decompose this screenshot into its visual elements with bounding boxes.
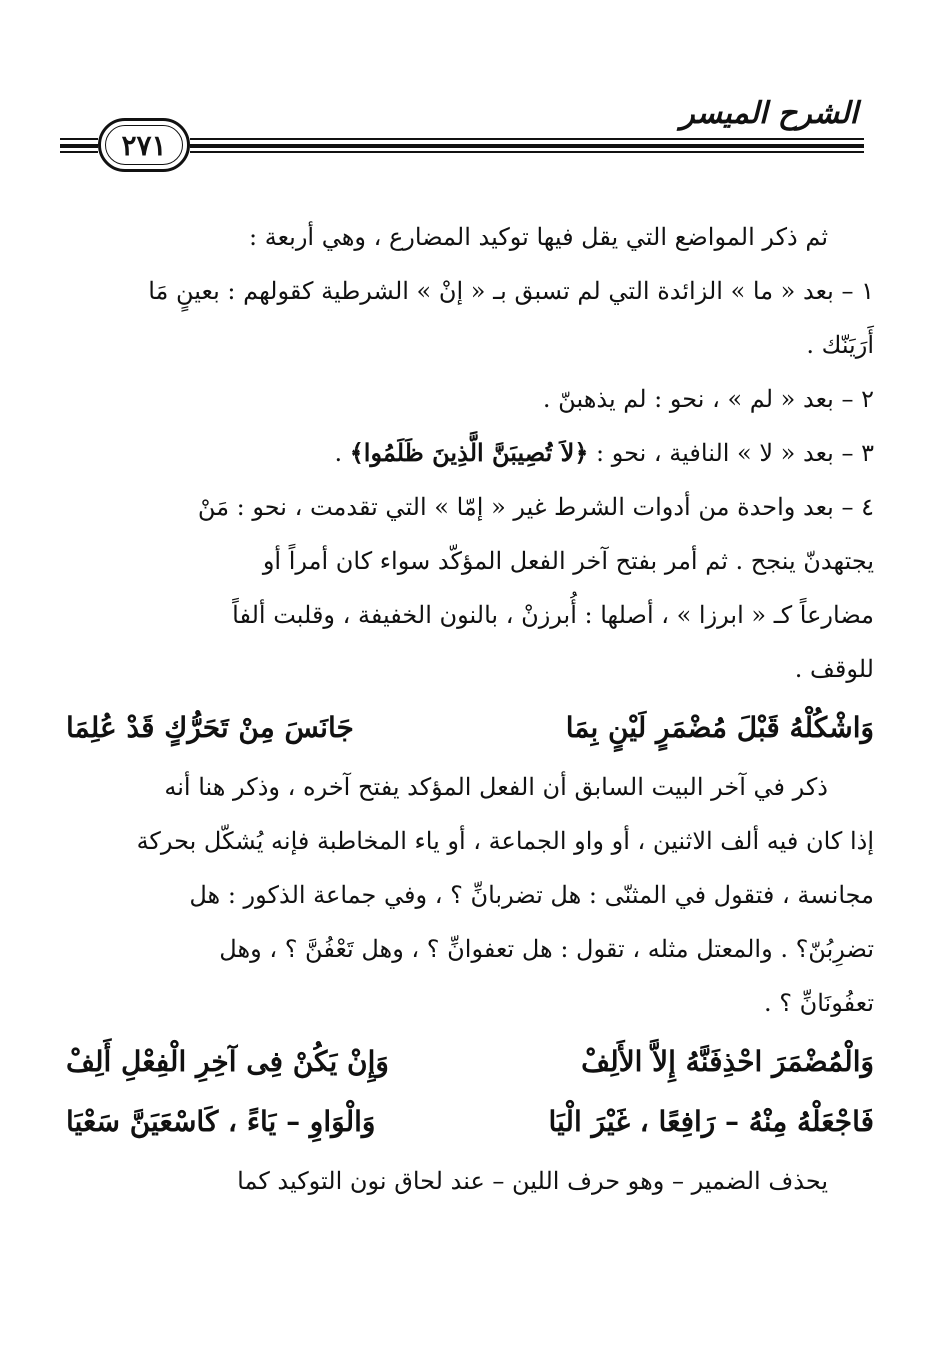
quran-quote: ﴿لاَ تُصِيبَنَّ الَّذِينَ ظَلَمُوا﴾ xyxy=(349,438,589,467)
intro-paragraph: ثم ذكر المواضع التي يقل فيها توكيد المضارع ، وهي أربعة : xyxy=(248,223,828,251)
header-rule xyxy=(190,138,864,140)
list-item-4 xyxy=(66,480,874,696)
paragraph-line: تضرِبُنّ؟ . والمعتل مثله ، تقول : هل تعفوانِّ ؟ ، وهل تَعْفُنَّ ؟ ، وهل xyxy=(219,935,874,963)
paragraph-line: تعفُونَانِّ ؟ . xyxy=(763,989,874,1017)
paragraph-line: ذكر في آخر البيت السابق أن الفعل المؤكد يفتح آخره ، وذكر هنا أنه xyxy=(164,773,828,801)
item-text: مضارعاً كـ « ابرزا » ، أصلها : أُبرزنْ ، بالنون الخفيفة ، وقلبت ألفاً xyxy=(232,601,874,629)
paragraph-line: مجانسة ، فتقول في المثنّى : هل تضربانِّ ؟ ، وفي جماعة الذكور : هل xyxy=(189,881,874,909)
item-text: ٣ – بعد « لا » النافية ، نحو : xyxy=(596,439,874,467)
page-header xyxy=(40,88,864,178)
header-rule xyxy=(60,144,98,148)
paragraph-line: إذا كان فيه ألف الاثنين ، أو واو الجماعة ، أو ياء المخاطبة فإنه يُشكّل بحركة xyxy=(136,827,874,855)
verse-hemistich: وَاشْكُلْهُ قَبْلَ مُضْمَرٍ لَيْنٍ بِمَا xyxy=(565,711,874,744)
page-body xyxy=(66,210,874,1208)
header-rule xyxy=(60,138,98,140)
page-number: ٢٧١ xyxy=(121,128,167,162)
list-item-3 xyxy=(66,426,874,480)
item-text: للوقف . xyxy=(794,655,874,683)
commentary-paragraph xyxy=(66,760,874,1030)
list-item-2 xyxy=(66,372,874,426)
header-rule xyxy=(190,144,864,148)
verse-hemistich: فَاجْعَلْهُ مِنْهُ – رَافِعًا ، غَيْرَ الْيَا xyxy=(548,1105,874,1138)
verse-line xyxy=(66,700,874,756)
verse-line xyxy=(66,1034,874,1090)
commentary-paragraph: يحذف الضمير – وهو حرف اللين – عند لحاق نون التوكيد كما xyxy=(237,1167,828,1195)
verse-hemistich: وَإِنْ يَكُنْ فِى آخِرِ الْفِعْلِ أَلِفْ xyxy=(66,1045,389,1078)
verse-hemistich: وَالْوَاوِ – يَاءً ، كَاسْعَيَنَّ سَعْيَا xyxy=(66,1105,376,1138)
verse-line xyxy=(66,1094,874,1150)
item-text: ٤ – بعد واحدة من أدوات الشرط غير « إمّا » التي تقدمت ، نحو : مَنْ xyxy=(197,493,874,521)
item-text: ١ – بعد « ما » الزائدة التي لم تسبق بـ « إنْ » الشرطية كقولهم : بعينٍ مَا xyxy=(148,277,874,305)
header-rule xyxy=(190,151,864,153)
header-rule xyxy=(60,151,98,153)
item-text: . xyxy=(334,439,343,467)
list-item-1 xyxy=(66,264,874,372)
item-text: يجتهدنّ ينجح . ثم أمر بفتح آخر الفعل المؤكّد سواء كان أمراً أو xyxy=(262,547,874,575)
item-text: ٢ – بعد « لم » ، نحو : لم يذهبنّ . xyxy=(542,385,874,413)
item-text: أَرَيَنّك . xyxy=(806,331,874,359)
running-title: الشرح الميسر xyxy=(680,96,858,131)
verse-hemistich: وَالْمُضْمَرَ احْذِفَنَّهُ إِلاَّ الأَلِفْ xyxy=(581,1045,874,1078)
page-number-frame xyxy=(98,118,190,172)
verse-hemistich: جَانَسَ مِنْ تَحَرُّكٍ قَدْ عُلِمَا xyxy=(66,711,354,744)
